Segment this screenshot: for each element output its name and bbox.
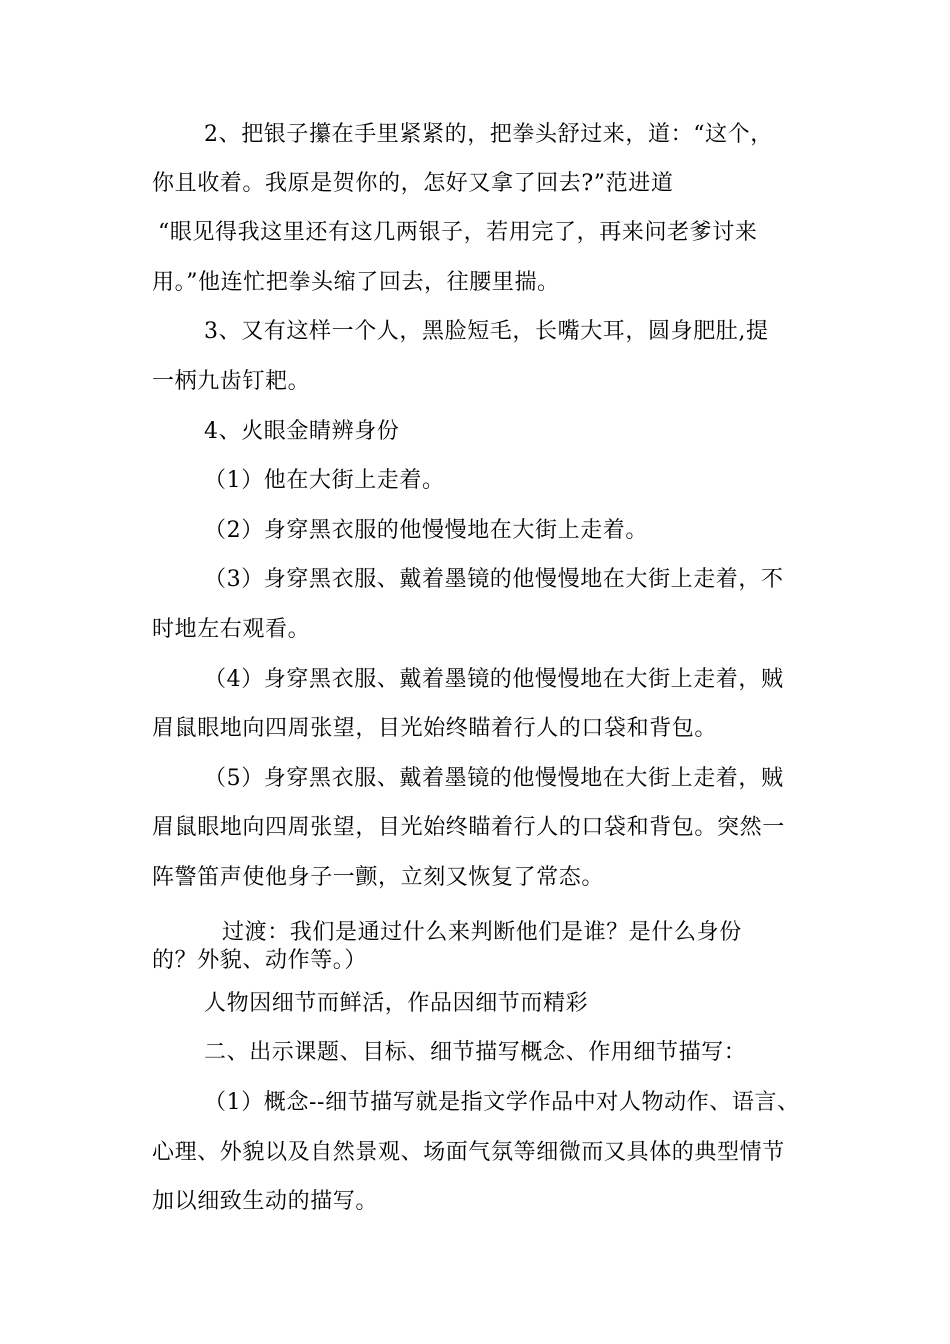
text-line: 二、出示课题、目标、细节描写概念、作用细节描写： <box>204 1040 747 1065</box>
text-line: （2）身穿黑衣服的他慢慢地在大街上走着。 <box>204 518 648 543</box>
text-line: 眉鼠眼地向四周张望，目光始终瞄着行人的口袋和背包。突然一 <box>152 815 785 840</box>
text-line: 用。”他连忙把拳头缩了回去，往腰里揣。 <box>152 270 560 295</box>
text-line: 一柄九齿钉耙。 <box>152 369 311 394</box>
text-line: 人物因细节而鲜活，作品因细节而精彩 <box>204 991 589 1016</box>
text-line: 2、把银子攥在手里紧紧的，把拳头舒过来，道：“这个， <box>204 122 773 147</box>
text-line: 眉鼠眼地向四周张望，目光始终瞄着行人的口袋和背包。 <box>152 716 718 741</box>
text-line: （3）身穿黑衣服、戴着墨镜的他慢慢地在大街上走着，不 <box>204 567 784 592</box>
text-line: （4）身穿黑衣服、戴着墨镜的他慢慢地在大街上走着，贼 <box>204 667 784 692</box>
text-line: “眼见得我这里还有这几两银子，若用完了，再来问老爹讨来 <box>158 220 758 245</box>
text-line: （1）概念--细节描写就是指文学作品中对人物动作、语言、 <box>204 1090 800 1115</box>
text-line: 你且收着。我原是贺你的，怎好又拿了回去?”范进道 <box>152 171 674 196</box>
text-line: 过渡：我们是通过什么来判断他们是谁？是什么身份 <box>222 920 742 945</box>
text-line: 3、又有这样一个人，黑脸短毛，长嘴大耳，圆身肥肚,提 <box>204 319 769 344</box>
text-line: 的？外貌、动作等。） <box>152 948 368 973</box>
text-line: （1）他在大街上走着。 <box>204 468 445 493</box>
text-line: 4、火眼金睛辨身份 <box>204 419 400 444</box>
text-line: 心理、外貌以及自然景观、场面气氛等细微而又具体的典型情节 <box>152 1140 785 1165</box>
text-line: 加以细致生动的描写。 <box>152 1189 379 1214</box>
text-line: 阵警笛声使他身子一颤，立刻又恢复了常态。 <box>152 865 605 890</box>
text-line: （5）身穿黑衣服、戴着墨镜的他慢慢地在大街上走着，贼 <box>204 766 784 791</box>
text-line: 时地左右观看。 <box>152 617 311 642</box>
